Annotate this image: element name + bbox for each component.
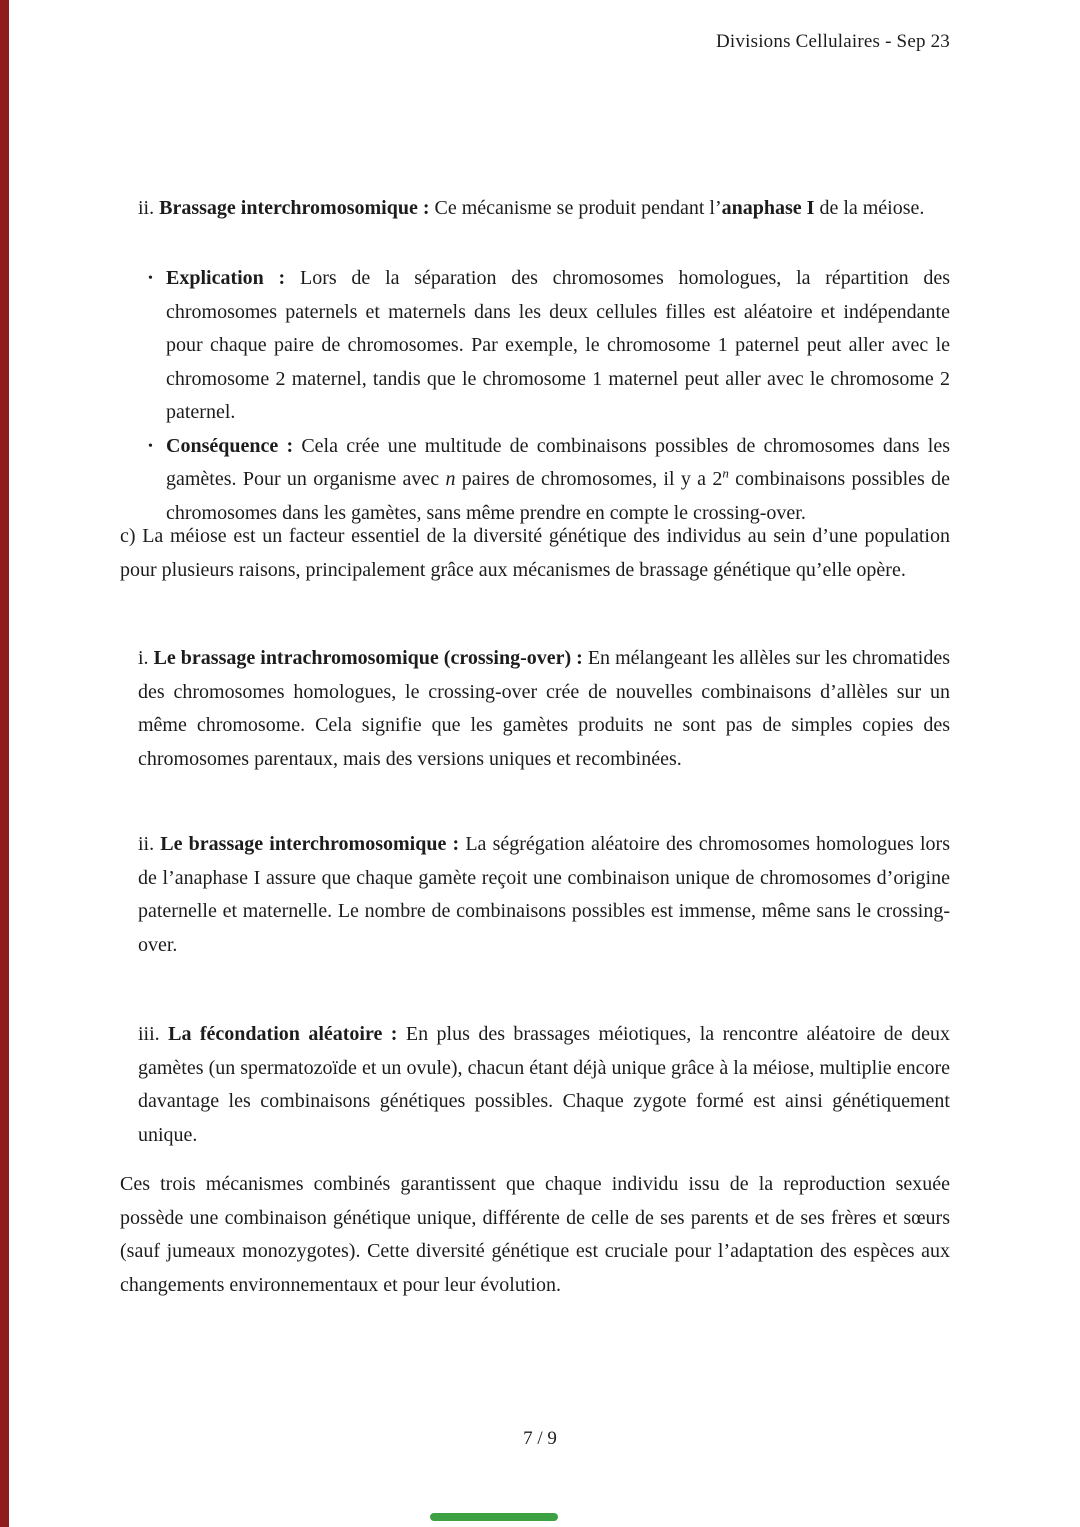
page-number: 7 / 9 [523,1428,557,1449]
intro-heading: Brassage interchromosomique : [159,197,435,219]
list-item [148,430,950,531]
section-numeral: i. [138,647,154,669]
closing-paragraph: Ces trois mécanismes combinés garantissent que chaque individu issu de la reproduction sexuée possède une combinaison génétique unique, différente de celle de ses parents et de ses frères et sœurs (sauf jumeaux monozygotes). Cette diversité génétique est cruciale pour l’adaptation des espèces aux changements environnementaux et pour leur évolution. [120,1173,950,1296]
section-text: En mélangeant les allèles sur les chromatides des chromosomes homologues, le crossing-over crée de nouvelles combinaisons d’allèles sur un même chromosome. Cela signifie que les gamètes produits ne sont pas de simples copies des chromosomes parentaux, mais des versions uniques et recombinées. [138,647,950,770]
bullet-explication [166,262,950,430]
section-heading: Le brassage interchromosomique : [160,833,466,855]
section-fecondation [138,1018,950,1152]
bullet-icon: • [148,438,153,454]
section-intrachromosomique [138,642,950,776]
section-interchromosomique [138,828,950,962]
section-text: La ségrégation aléatoire des chromosomes homologues lors de l’anaphase I assure que chaque gamète reçoit une combinaison unique de chromosomes d’origine paternelle et maternelle. Le nombre de combinaisons possibles est immense, même sans le crossing-over. [138,833,950,956]
bullet-text: Lors de la séparation des chromosomes homologues, la répartition des chromosomes paternels et maternels dans les deux cellules filles est aléatoire et indépendante pour chaque paire de chromosomes. Par exemple, le chromosome 1 paternel peut aller avec le chromosome 2 maternel, tandis que le chromosome 1 maternel peut aller avec le chromosome 2 paternel. [166,267,950,423]
bullet-list [148,262,950,530]
left-edge-accent-stripe [0,0,9,1527]
bullet-text-3: combinaisons possibles de chromosomes dans les gamètes, sans même prendre en compte le crossing-over. [166,468,951,524]
bullet-heading: Explication : [166,267,300,289]
document-header: Divisions Cellulaires - Sep 23 [716,31,950,52]
bullet-text-1: Cela crée une multitude de combinaisons possibles de chromosomes dans les gamètes. Pour un organisme avec [166,434,950,490]
section-text: En plus des brassages méiotiques, la rencontre aléatoire de deux gamètes (un spermatozoïde et un ovule), chacun étant déjà unique grâce à la méiose, multiplie encore davantage les combinaisons génétiques possibles. Chaque zygote formé est ainsi génétiquement unique. [138,1023,950,1146]
section-heading: La fécondation aléatoire : [168,1023,406,1045]
math-exponent-n: n [722,465,729,481]
section-numeral: ii. [138,833,161,855]
section-numeral: iii. [138,1023,169,1045]
intro-numeral: ii. [138,197,160,219]
bullet-text-2: paires de chromosomes, il y a 2 [455,468,723,490]
intro-bold-anaphase: anaphase I [721,197,815,219]
intro-text-2: de la méiose. [814,197,925,219]
bullet-consequence [166,430,950,531]
list-item [148,262,950,430]
bullet-heading: Conséquence : [166,434,302,457]
paragraph-c: c) La méiose est un facteur essentiel de la diversité génétique des individus au sein d’une population pour plusieurs raisons, principalement grâce aux mécanismes de brassage génétique qu’elle opère. [120,525,950,581]
bottom-progress-bar [430,1513,558,1521]
intro-paragraph [138,192,950,226]
bullet-icon: • [148,271,153,286]
section-heading: Le brassage intrachromosomique (crossing-over) : [153,647,588,669]
intro-text-1: Ce mécanisme se produit pendant l’ [434,197,722,219]
math-variable-n: n [445,468,456,490]
